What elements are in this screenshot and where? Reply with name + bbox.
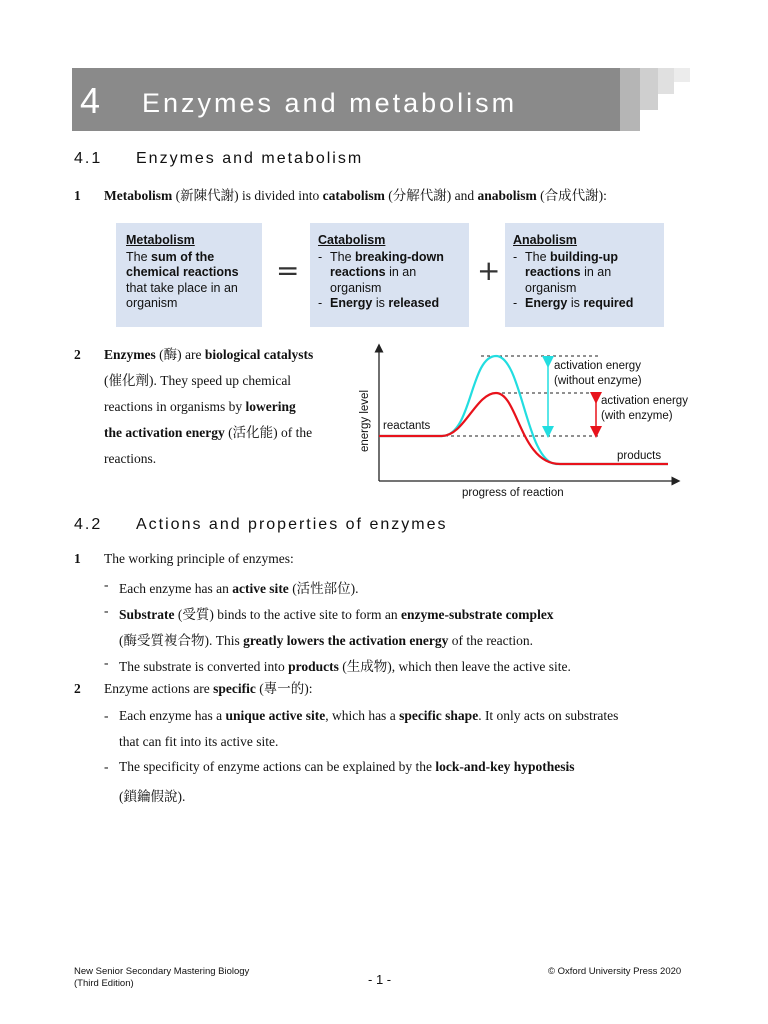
section-heading-4-1 xyxy=(74,150,363,168)
section-heading-4-2 xyxy=(74,516,447,534)
chapter-banner xyxy=(72,68,620,131)
item-2-enzymes: 2 Enzymes (酶) are biological catalysts (催化劑). They speed up chemical reactions in organisms by lowering the activation energy (活化能) of the reactions. xyxy=(74,342,344,472)
section-number: 4.2 xyxy=(74,516,103,533)
plus-sign: + xyxy=(477,254,501,287)
item-number: 1 xyxy=(74,188,81,203)
item-number: 2 xyxy=(74,347,81,362)
section-number: 4.1 xyxy=(74,150,103,167)
section-title: Enzymes and metabolism xyxy=(136,150,364,167)
label-ea-without-2: (without enzyme) xyxy=(554,375,642,387)
box-anabolism: Anabolism - The building-up reactions in an organism - Energy is required xyxy=(505,223,664,327)
label-reactants: reactants xyxy=(383,420,431,432)
box-metabolism: Metabolism The sum of the chemical reactions that take place in an organism xyxy=(116,223,262,327)
label-ea-without-1: activation energy xyxy=(554,360,641,372)
item-number: 1 xyxy=(74,551,81,566)
item-number: 2 xyxy=(74,681,81,696)
y-axis-label: energy level xyxy=(359,389,371,452)
x-axis-label: progress of reaction xyxy=(462,487,564,499)
chapter-title: Enzymes and metabolism xyxy=(142,88,518,118)
footer-copyright: © Oxford University Press 2020 xyxy=(548,966,682,977)
footer-book-title: New Senior Secondary Mastering Biology (Third Edition) xyxy=(74,966,250,989)
activation-energy-chart xyxy=(350,340,690,505)
chapter-number: 4 xyxy=(80,80,101,121)
label-products: products xyxy=(617,450,662,462)
page-number: - 1 - xyxy=(368,972,392,987)
section-title: Actions and properties of enzymes xyxy=(136,516,448,533)
equals-sign: = xyxy=(276,254,300,287)
label-ea-with-2: (with enzyme) xyxy=(601,410,673,422)
box-catabolism: Catabolism - The breaking-down reactions in an organism - Energy is released xyxy=(310,223,469,327)
label-ea-with-1: activation energy xyxy=(601,395,688,407)
